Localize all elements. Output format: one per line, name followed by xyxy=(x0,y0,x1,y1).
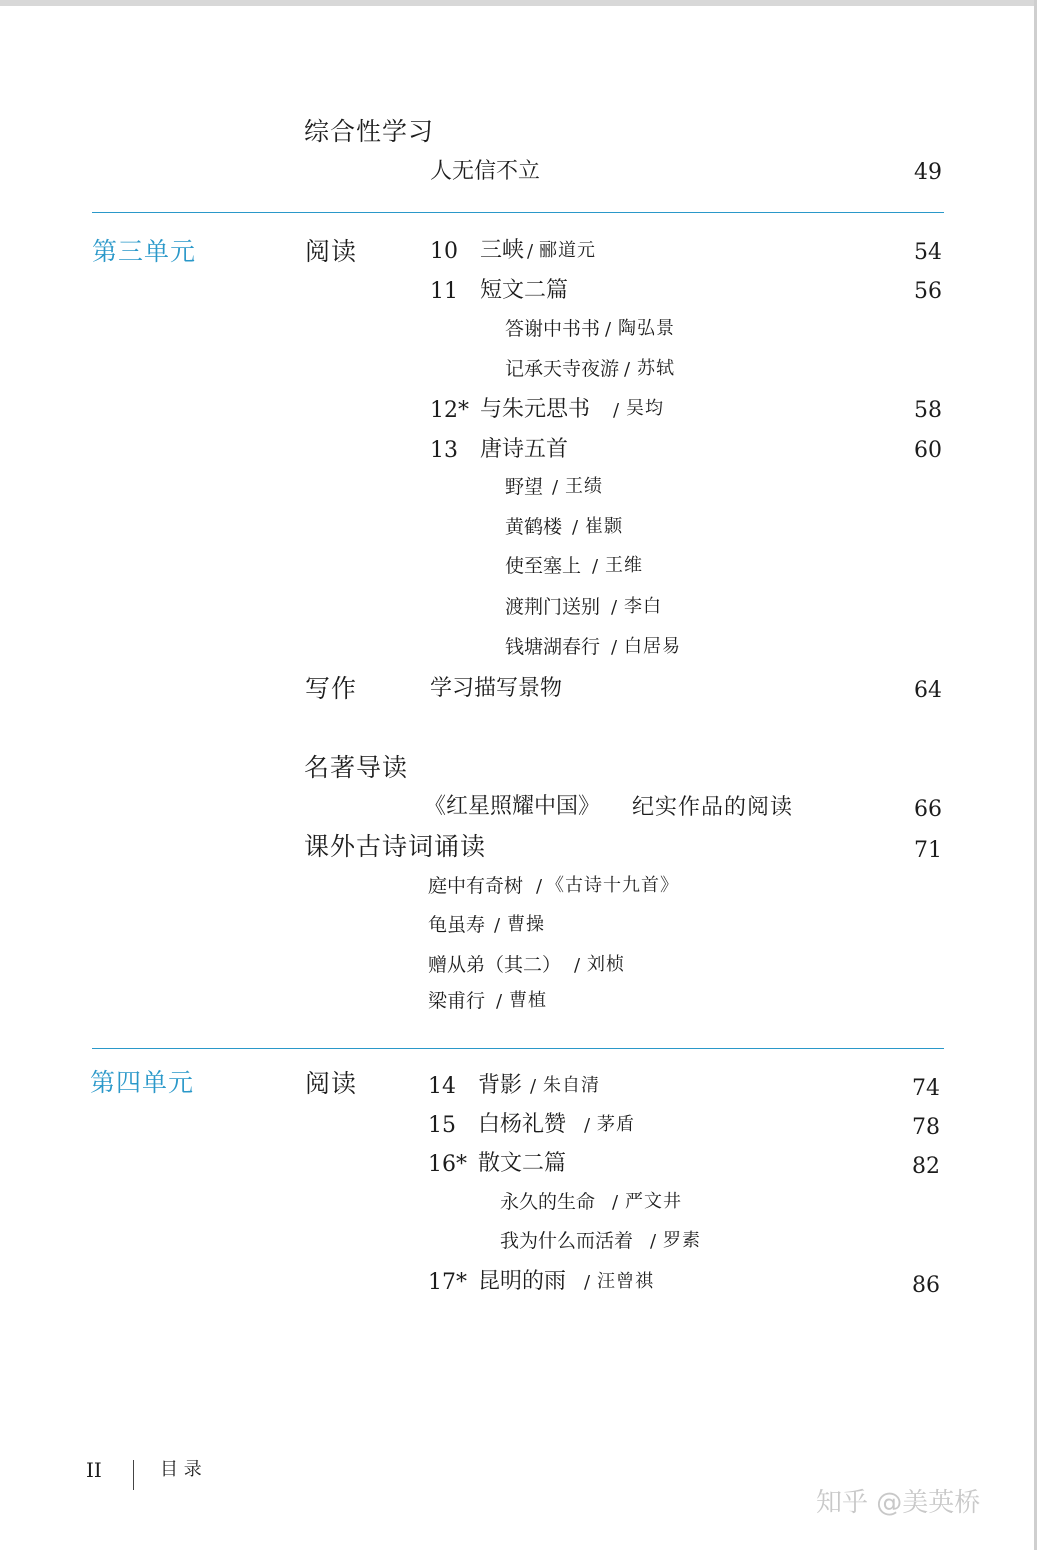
lesson-title: 昆明的雨 xyxy=(478,1269,567,1294)
poem-title: 庭中有奇树 xyxy=(428,875,524,897)
separator: / xyxy=(592,556,599,577)
lesson-author: 朱自清 xyxy=(543,1075,600,1096)
lesson-number: 12* xyxy=(430,398,469,423)
toc-page-number: 82 xyxy=(912,1154,940,1179)
poem-author: 曹植 xyxy=(509,990,547,1011)
separator: / xyxy=(611,597,618,618)
sub-entry-author: 王绩 xyxy=(565,476,603,497)
lesson-number: 10 xyxy=(430,239,458,264)
sub-entry-author: 崔颢 xyxy=(585,516,623,537)
section-title-poems: 课外古诗词诵读 xyxy=(304,832,487,861)
sub-entry-author: 苏轼 xyxy=(637,358,675,379)
lesson-author: 汪曾祺 xyxy=(597,1271,654,1292)
unit-divider xyxy=(92,212,944,213)
sub-entry-author: 陶弘景 xyxy=(618,318,675,339)
section-label-writing: 写作 xyxy=(305,674,358,703)
poem-title: 梁甫行 xyxy=(428,990,486,1012)
toc-page-number: 66 xyxy=(914,797,942,822)
separator: / xyxy=(584,1115,591,1136)
sub-entry-author: 王维 xyxy=(605,555,643,576)
sub-entry-title: 记承天寺夜游 xyxy=(505,358,620,380)
toc-page-number: 78 xyxy=(912,1115,940,1140)
sub-entry-title: 我为什么而活着 xyxy=(500,1230,634,1252)
poem-title: 赠从弟（其二） xyxy=(428,954,562,976)
lesson-number: 14 xyxy=(428,1074,456,1099)
toc-page-number: 58 xyxy=(914,398,942,423)
watermark: 知乎 @美英桥 xyxy=(816,1488,981,1518)
lesson-title: 短文二篇 xyxy=(480,278,569,303)
sub-entry-author: 李白 xyxy=(624,596,662,617)
toc-page-number: 54 xyxy=(914,240,942,265)
section-label-reading: 阅读 xyxy=(305,1069,358,1098)
toc-page-number: 56 xyxy=(914,279,942,304)
unit-label: 第三单元 xyxy=(92,237,197,266)
sub-entry-title: 使至塞上 xyxy=(505,555,582,577)
separator: / xyxy=(552,477,559,498)
lesson-title: 与朱元思书 xyxy=(480,397,591,422)
poem-title: 龟虽寿 xyxy=(428,914,486,936)
sub-entry-title: 答谢中书书 xyxy=(505,318,601,340)
separator: / xyxy=(527,241,534,262)
separator: / xyxy=(572,517,579,538)
section-label-reading: 阅读 xyxy=(305,237,358,266)
separator: / xyxy=(611,637,618,658)
section-title-classics: 名著导读 xyxy=(304,753,409,782)
sub-entry-author: 严文井 xyxy=(625,1191,682,1212)
separator: / xyxy=(536,876,543,897)
section-title-comprehensive: 综合性学习 xyxy=(304,117,435,146)
toc-entry-title: 人无信不立 xyxy=(430,159,541,184)
sub-entry-author: 白居易 xyxy=(624,636,681,657)
unit-divider xyxy=(92,1048,944,1049)
lesson-number: 11 xyxy=(430,279,458,304)
toc-page-number: 60 xyxy=(914,438,942,463)
lesson-number: 17* xyxy=(428,1270,467,1295)
separator: / xyxy=(530,1076,537,1097)
lesson-title: 背影 xyxy=(478,1073,523,1098)
footer-page-number: II xyxy=(86,1458,102,1482)
scan-edge-top xyxy=(0,0,1037,6)
book-title: 《红星照耀中国》 xyxy=(424,794,601,819)
toc-page-number: 74 xyxy=(912,1076,940,1101)
toc-page-number: 86 xyxy=(912,1273,940,1298)
sub-entry-title: 野望 xyxy=(505,476,544,498)
poem-author: 刘桢 xyxy=(587,954,625,975)
sub-entry-title: 黄鹤楼 xyxy=(505,516,563,538)
footer-label: 目 录 xyxy=(160,1459,202,1480)
separator: / xyxy=(613,400,620,421)
lesson-author: 吴均 xyxy=(626,398,664,419)
sub-entry-author: 罗素 xyxy=(663,1230,701,1251)
lesson-author: 茅盾 xyxy=(597,1114,635,1135)
separator: / xyxy=(612,1192,619,1213)
lesson-title: 白杨礼赞 xyxy=(478,1112,567,1137)
toc-page-number: 64 xyxy=(914,678,942,703)
sub-entry-title: 渡荆门送别 xyxy=(505,596,601,618)
separator: / xyxy=(605,319,612,340)
lesson-title: 散文二篇 xyxy=(478,1151,567,1176)
poem-author: 《古诗十九首》 xyxy=(546,875,679,896)
sub-entry-title: 永久的生命 xyxy=(500,1191,596,1213)
book-subtitle: 纪实作品的阅读 xyxy=(632,795,794,820)
lesson-title: 三峡 xyxy=(480,238,525,263)
separator: / xyxy=(584,1272,591,1293)
separator: / xyxy=(494,915,501,936)
poem-author: 曹操 xyxy=(507,914,545,935)
separator: / xyxy=(624,359,631,380)
toc-page-number: 71 xyxy=(914,838,942,863)
toc-page-number: 49 xyxy=(914,160,942,185)
unit-label: 第四单元 xyxy=(90,1068,195,1097)
lesson-title: 唐诗五首 xyxy=(480,437,569,462)
footer-divider xyxy=(133,1460,134,1490)
lesson-number: 16* xyxy=(428,1152,467,1177)
separator: / xyxy=(574,955,581,976)
lesson-number: 13 xyxy=(430,438,458,463)
separator: / xyxy=(496,991,503,1012)
sub-entry-title: 钱塘湖春行 xyxy=(505,636,601,658)
lesson-author: 郦道元 xyxy=(539,240,596,261)
separator: / xyxy=(650,1231,657,1252)
lesson-number: 15 xyxy=(428,1113,456,1138)
toc-entry-title: 学习描写景物 xyxy=(430,676,563,701)
